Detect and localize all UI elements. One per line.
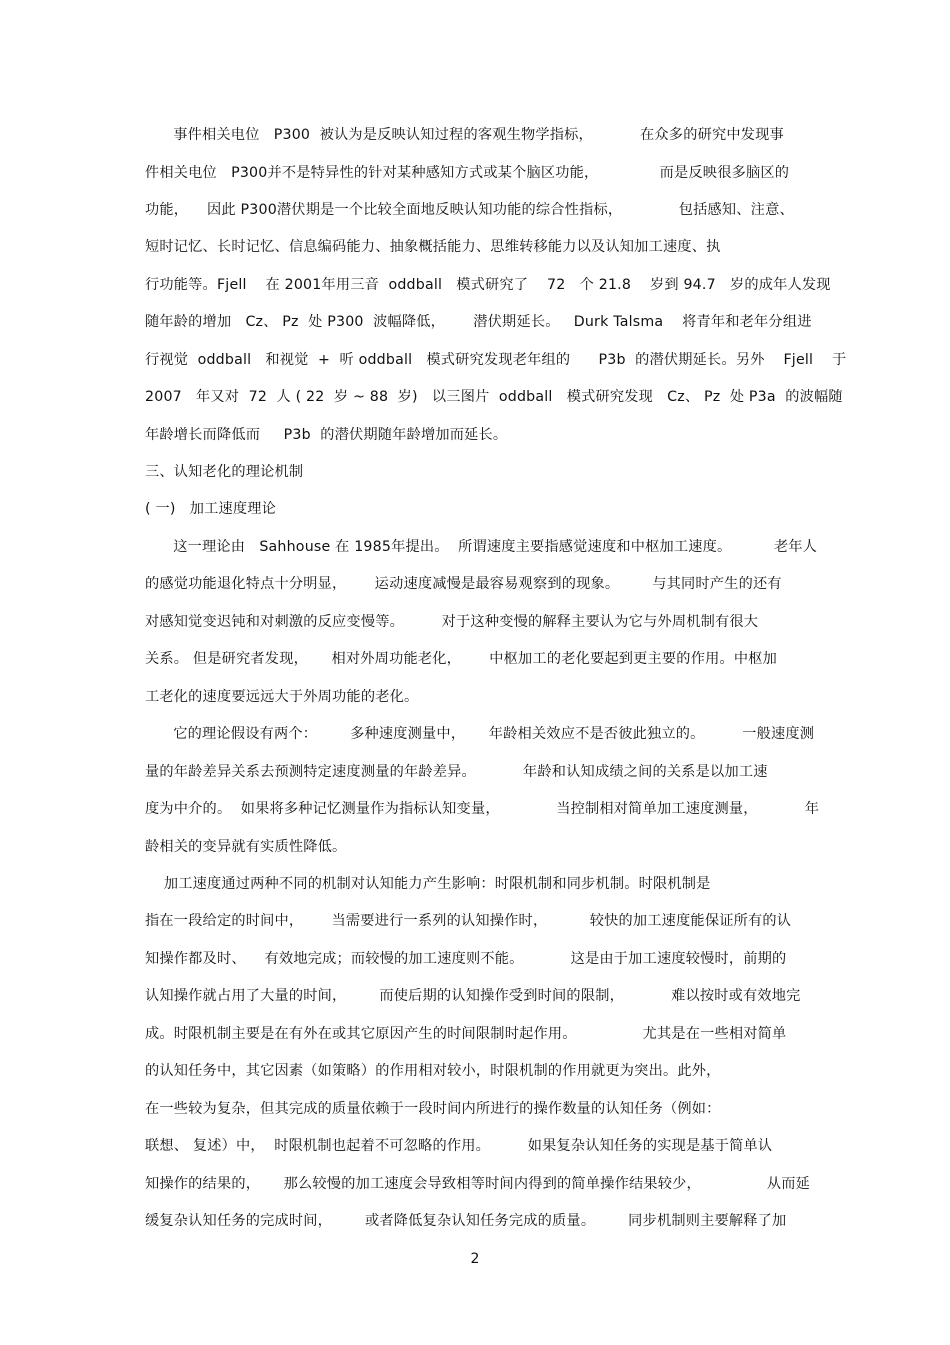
- text-line: 的认知任务中，其它因素（如策略）的作用相对较小，时限机制的作用就更为突出。此外，: [145, 1063, 721, 1079]
- text-line: 短时记忆、长时记忆、信息编码能力、抽象概括能力、思维转移能力以及认知加工速度、执: [145, 239, 721, 255]
- text-line: 缓复杂认知任务的完成时间， 或者降低复杂认知任务完成的质量。 同步机制则主要解释了加: [145, 1213, 787, 1229]
- text-line: 龄相关的变异就有实质性降低。: [145, 839, 347, 855]
- text-line: 随年龄的增加 Cz、 Pz 处 P300 波幅降低， 潜伏期延长。 Durk Talsma 将青年和老年分组进: [145, 314, 812, 330]
- text-line: 2007 年又对 72 人 ( 22 岁 ~ 88 岁) 以三图片 oddball 模式研究发现 Cz、 Pz 处 P3a 的波幅随: [145, 389, 843, 405]
- text-line: 关系。 但是研究者发现， 相对外周功能老化， 中枢加工的老化要起到更主要的作用。中枢加: [145, 651, 778, 667]
- text-line: 行视觉 oddball 和视觉 + 听 oddball 模式研究发现老年组的 P3b 的潜伏期延长。另外 Fjell 于: [145, 352, 847, 368]
- text-line: 成。时限机制主要是在有外在或其它原因产生的时间限制时起作用。 尤其是在一些相对简单: [145, 1026, 787, 1042]
- text-line: 行功能等。Fjell 在 2001年用三音 oddball 模式研究了 72 个 21.8 岁到 94.7 岁的成年人发现: [145, 277, 831, 293]
- text-line: 认知操作就占用了大量的时间， 而使后期的认知操作受到时间的限制， 难以按时或有效地完: [145, 988, 801, 1004]
- text-line: 事件相关电位 P300 被认为是反映认知过程的客观生物学指标， 在众多的研究中发现事: [145, 127, 784, 143]
- text-line: 联想、 复述）中， 时限机制也起着不可忽略的作用。 如果复杂认知任务的实现是基于简单认: [145, 1138, 773, 1154]
- text-line: 工老化的速度要远远大于外周功能的老化。: [145, 689, 419, 705]
- text-line: 件相关电位 P300并不是特异性的针对某种感知方式或某个脑区功能， 而是反映很多脑区的: [145, 165, 790, 181]
- text-line: 量的年龄差异关系去预测特定速度测量的年龄差异。 年龄和认知成绩之间的关系是以加工速: [145, 764, 768, 780]
- text-line: 对感知觉变迟钝和对刺激的反应变慢等。 对于这种变慢的解释主要认为它与外周机制有很大: [145, 614, 759, 630]
- text-line: 度为中介的。 如果将多种记忆测量作为指标认知变量， 当控制相对简单加工速度测量， 年: [145, 801, 820, 817]
- text-line: 加工速度通过两种不同的机制对认知能力产生影响：时限机制和同步机制。时限机制是: [145, 876, 711, 892]
- text-line: 在一些较为复杂，但其完成的质量依赖于一段时间内所进行的操作数量的认知任务（例如：: [145, 1101, 721, 1117]
- text-line: 知操作都及时、 有效地完成；而较慢的加工速度则不能。 这是由于加工速度较慢时，前期的: [145, 951, 787, 967]
- text-line: 指在一段给定的时间中， 当需要进行一系列的认知操作时， 较快的加工速度能保证所有的认: [145, 913, 792, 929]
- text-line: 的感觉功能退化特点十分明显， 运动速度减慢是最容易观察到的现象。 与其同时产生的还有: [145, 576, 782, 592]
- text-line: 知操作的结果的， 那么较慢的加工速度会导致相等时间内得到的简单操作结果较少， 从而延: [145, 1176, 810, 1192]
- subsection-heading: ( 一) 加工速度理论: [145, 501, 277, 517]
- text-line: 年龄增长而降低而 P3b 的潜伏期随年龄增加而延长。: [145, 427, 508, 443]
- text-line: 它的理论假设有两个： 多种速度测量中， 年龄相关效应不是否彼此独立的。 一般速度测: [145, 726, 815, 742]
- text-line: 这一理论由 Sahhouse 在 1985年提出。 所谓速度主要指感觉速度和中枢加工速度。 老年人: [145, 539, 817, 555]
- text-line: 功能， 因此 P300潜伏期是一个比较全面地反映认知功能的综合性指标， 包括感知、注意、: [145, 202, 794, 218]
- page-number: 2: [470, 1251, 480, 1267]
- section-heading: 三、认知老化的理论机制: [145, 464, 304, 480]
